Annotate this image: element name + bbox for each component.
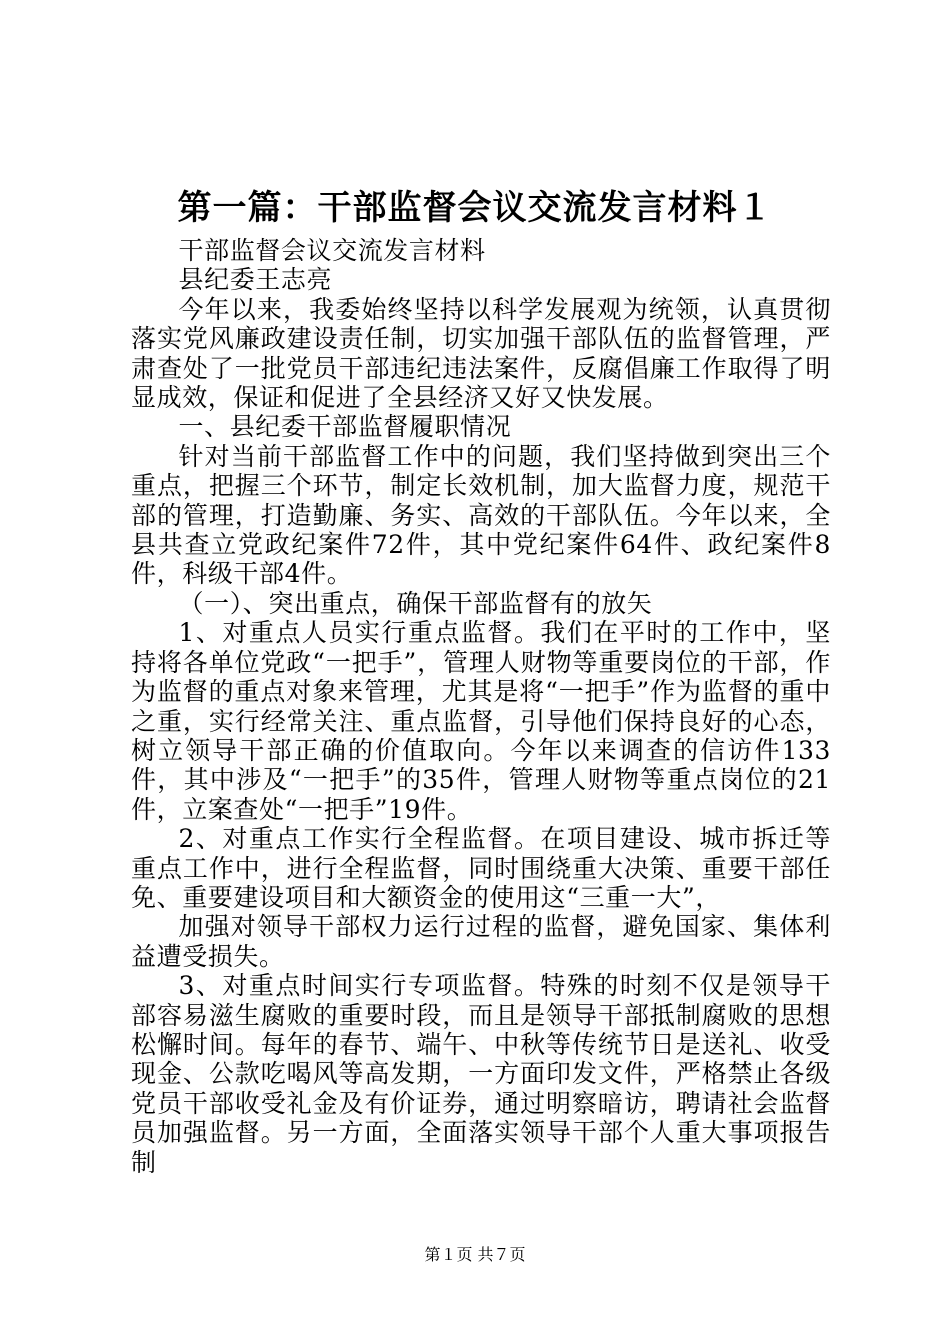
- intro-paragraph: 今年以来，我委始终坚持以科学发展观为统领，认真贯彻落实党风廉政建设责任制，切实加强干部队伍的监督管理，严肃查处了一批党员干部违纪违法案件，反腐倡廉工作取得了明显成效，保证和促进了全县经济又好又快发展。: [131, 294, 831, 413]
- page-number-footer: 第１页 共７页: [424, 1245, 526, 1264]
- subtitle: 干部监督会议交流发言材料: [178, 236, 486, 265]
- section-heading: 一、县纪委干部监督履职情况: [178, 412, 512, 442]
- body-paragraph: 2、对重点工作实行全程监督。在项目建设、城市拆迁等重点工作中，进行全程监督，同时围绕重大决策、重要干部任免、重要建设项目和大额资金的使用这“三重一大”，: [131, 824, 831, 912]
- document-title: 第一篇：干部监督会议交流发言材料１: [177, 188, 773, 228]
- author-line: 县纪委王志亮: [178, 265, 333, 295]
- body-paragraph: 1、对重点人员实行重点监督。我们在平时的工作中，坚持将各单位党政“一把手”，管理人财物等重要岗位的干部，作为监督的重点对象来管理，尤其是将“一把手”作为监督的重中之重，实行经常关注、重点监督，引导他们保持良好的心态，树立领导干部正确的价值取向。今年以来调查的信访件133件，其中涉及“一把手”的35件，管理人财物等重点岗位的21件，立案查处“一把手”19件。: [131, 618, 831, 824]
- subsection-heading: （一）、突出重点，确保干部监督有的放矢: [178, 588, 653, 618]
- document-body: [131, 236, 831, 1177]
- body-paragraph: 针对当前干部监督工作中的问题，我们坚持做到突出三个重点，把握三个环节，制定长效机制，加大监督力度，规范干部的管理，打造勤廉、务实、高效的干部队伍。今年以来，全县共查立党政纪案件72件，其中党纪案件64件、政纪案件8件，科级干部4件。: [131, 441, 831, 589]
- body-paragraph: 3、对重点时间实行专项监督。特殊的时刻不仅是领导干部容易滋生腐败的重要时段，而且是领导干部抵制腐败的思想松懈时间。每年的春节、端午、中秋等传统节日是送礼、收受现金、公款吃喝风等高发期，一方面印发文件，严格禁止各级党员干部收受礼金及有价证券，通过明察暗访，聘请社会监督员加强监督。另一方面，全面落实领导干部个人重大事项报告制: [131, 971, 831, 1177]
- body-paragraph: 加强对领导干部权力运行过程的监督，避免国家、集体利益遭受损失。: [131, 912, 831, 971]
